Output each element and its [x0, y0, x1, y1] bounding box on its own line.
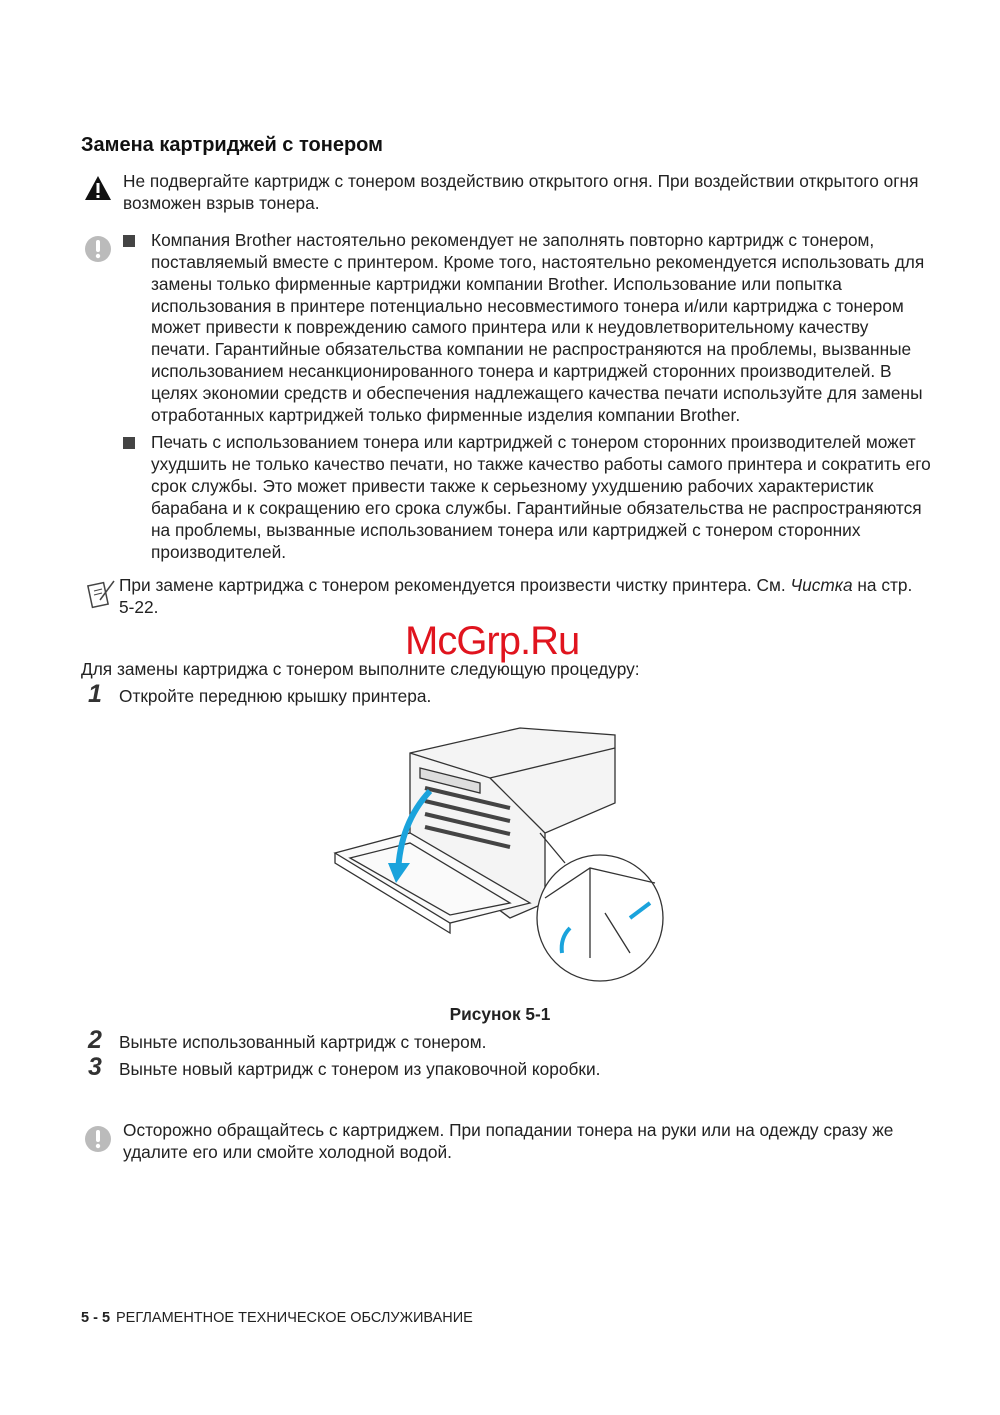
caution2-block — [81, 1120, 931, 1164]
step-text: Выньте новый картридж с тонером из упаковочной коробки. — [119, 1058, 601, 1079]
note-text: При замене картриджа с тонером рекомендуется произвести чистку принтера. См. Чистка на стр. 5-22. — [119, 575, 913, 618]
step — [81, 1025, 931, 1054]
step — [81, 680, 931, 709]
watermark: McGrp.Ru — [405, 619, 580, 664]
warning-block — [81, 171, 931, 215]
caution-text: Осторожно обращайтесь с картриджем. При попадании тонера на руки или на одежду сразу же удалите его или смойте холодной водой. — [123, 1119, 894, 1162]
caution-bullet-item — [81, 432, 931, 563]
bullet-icon — [123, 437, 135, 449]
note-block — [81, 575, 931, 619]
step-number: 3 — [88, 1052, 102, 1081]
step-number: 2 — [88, 1025, 102, 1054]
section-name: РЕГЛАМЕНТНОЕ ТЕХНИЧЕСКОЕ ОБСЛУЖИВАНИЕ — [116, 1310, 473, 1326]
step — [81, 1052, 931, 1081]
figure-caption: Рисунок 5-1 — [449, 1004, 551, 1025]
step-text: Выньте использованный картридж с тонером. — [119, 1031, 487, 1052]
caution-bullet: Печать с использованием тонера или картриджей с тонером сторонних производителей может ухудшить не только качество печати, но также качество работы самого принтера и сократить его срок службы. Это может привести также к серьезному ухудшению рабочих характеристик барабана и к сокращению его срока службы. Гарантийные обязательства не распространяются на проблемы, вызванные использованием тонера или картриджей с тонером сторонних производителей. — [151, 431, 931, 562]
caution-bullet: Компания Brother настоятельно рекомендует не заполнять повторно картридж с тонером, поставляемый вместе с принтером. Кроме того, настоятельно рекомендуется использовать для замены только фирменные картриджи компании Brother. Использование или попытка использования в принтере потенциально несовместимого тонера и/или картриджа с тонером может привести к повреждению самого принтера или к неудовлетворительному качеству печати. Гарантийные обязательства компании не распространяются на проблемы, вызванные использованием несанкционированного тонера и картриджей сторонних производителей. В целях экономии средств и обеспечения надлежащего качества печати используйте для замены отработанных картриджей только фирменные изделия компании Brother. — [151, 229, 925, 426]
figure — [81, 723, 931, 988]
page-footer — [81, 1308, 473, 1330]
note-link[interactable]: Чистка — [790, 575, 853, 596]
caution-block — [81, 230, 931, 564]
caution-icon — [84, 1125, 112, 1153]
caution-bullet-item — [81, 230, 931, 427]
bullet-icon — [123, 235, 135, 247]
step-number: 1 — [88, 680, 102, 709]
watermark-row — [81, 619, 931, 664]
content — [81, 171, 931, 1164]
warning-text: Не подвергайте картридж с тонером воздействию открытого огня. При воздействии открытого огня возможен взрыв тонера. — [123, 171, 919, 213]
note-pencil-icon — [86, 578, 116, 610]
printer-illustration — [330, 723, 670, 988]
warning-icon — [84, 175, 112, 201]
intro-text: Для замены картриджа с тонером выполните следующую процедуру: — [81, 659, 640, 680]
section-title: Замена картриджей с тонером — [81, 134, 383, 156]
page-number: 5 - 5 — [81, 1310, 111, 1326]
step-text: Откройте переднюю крышку принтера. — [119, 686, 432, 707]
